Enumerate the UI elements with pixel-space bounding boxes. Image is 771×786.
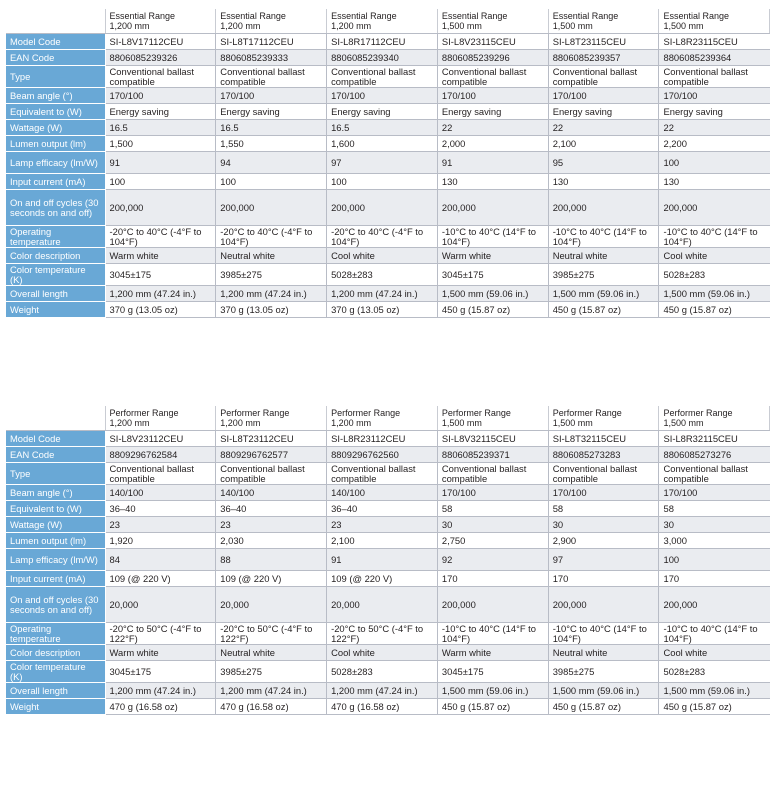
table-cell: 1,500 mm (59.06 in.) — [548, 286, 659, 302]
table-cell: 170 — [548, 571, 659, 587]
table-cell: 130 — [437, 174, 548, 190]
row-label: On and off cycles (30 seconds on and off) — [6, 587, 105, 623]
table-row — [6, 174, 770, 190]
row-label: Input current (mA) — [6, 174, 105, 190]
table-cell: 20,000 — [216, 587, 327, 623]
table-cell: 100 — [105, 174, 216, 190]
table-cell: SI-L8T17112CEU — [216, 34, 327, 50]
column-header-length: 1,500 mm — [663, 417, 704, 428]
table-cell: -20°C to 40°C (-4°F to 104°F) — [216, 226, 327, 248]
row-label: Weight — [6, 302, 105, 318]
table-cell: 92 — [437, 549, 548, 571]
table-cell: 88 — [216, 549, 327, 571]
table-cell: SI-L8T32115CEU — [548, 431, 659, 447]
table-cell: Conventional ballast compatible — [548, 463, 659, 485]
table-cell: 91 — [105, 152, 216, 174]
column-header-range: Performer Range — [109, 408, 179, 418]
row-label: Type — [6, 66, 105, 88]
table-cell: 170/100 — [548, 88, 659, 104]
table-cell: 8806085239371 — [437, 447, 548, 463]
table-cell: 1,500 mm (59.06 in.) — [659, 683, 770, 699]
table-cell: -10°C to 40°C (14°F to 104°F) — [659, 623, 770, 645]
table-row — [6, 104, 770, 120]
table-cell: 200,000 — [327, 190, 438, 226]
table-cell: Conventional ballast compatible — [216, 66, 327, 88]
table-cell: Warm white — [437, 248, 548, 264]
table-cell: Warm white — [105, 248, 216, 264]
table-row — [6, 645, 770, 661]
table-cell: 23 — [105, 517, 216, 533]
table-row — [6, 286, 770, 302]
table-cell: 200,000 — [437, 190, 548, 226]
table-cell: Conventional ballast compatible — [105, 66, 216, 88]
table-cell: Warm white — [105, 645, 216, 661]
table-cell: 450 g (15.87 oz) — [659, 302, 770, 318]
table-cell: 1,200 mm (47.24 in.) — [105, 683, 216, 699]
table-cell: 200,000 — [437, 587, 548, 623]
table-cell: Energy saving — [437, 104, 548, 120]
table-cell: Cool white — [327, 645, 438, 661]
table-cell: Cool white — [327, 248, 438, 264]
table-cell: SI-L8R32115CEU — [659, 431, 770, 447]
table-cell: 36–40 — [105, 501, 216, 517]
table-cell: 100 — [659, 549, 770, 571]
table-cell: Warm white — [437, 645, 548, 661]
table-cell: 1,500 mm (59.06 in.) — [437, 683, 548, 699]
table-cell: 370 g (13.05 oz) — [327, 302, 438, 318]
column-header-length: 1,200 mm — [109, 417, 150, 428]
table-cell: SI-L8R23115CEU — [659, 34, 770, 50]
table-cell: 3045±175 — [437, 264, 548, 286]
table-row — [6, 501, 770, 517]
table-cell: -10°C to 40°C (14°F to 104°F) — [437, 623, 548, 645]
table-cell: -10°C to 40°C (14°F to 104°F) — [548, 226, 659, 248]
header-corner — [6, 406, 105, 431]
column-header — [327, 9, 438, 34]
table-cell: 8806085273276 — [659, 447, 770, 463]
row-label: Model Code — [6, 431, 105, 447]
row-label: Model Code — [6, 34, 105, 50]
table-cell: Conventional ballast compatible — [548, 66, 659, 88]
column-header — [437, 9, 548, 34]
table-cell: Neutral white — [548, 248, 659, 264]
column-header — [216, 9, 327, 34]
table-cell: Energy saving — [327, 104, 438, 120]
table-cell: 97 — [548, 549, 659, 571]
table-cell: 8806085239340 — [327, 50, 438, 66]
column-header — [659, 406, 770, 431]
table-row — [6, 190, 770, 226]
table-cell: 1,500 mm (59.06 in.) — [548, 683, 659, 699]
header-corner — [6, 9, 105, 34]
table-cell: 84 — [105, 549, 216, 571]
row-label: Wattage (W) — [6, 120, 105, 136]
table-cell: Neutral white — [548, 645, 659, 661]
table-cell: 170 — [659, 571, 770, 587]
table-row — [6, 699, 770, 715]
table-cell: 3045±175 — [105, 264, 216, 286]
column-header-range: Essential Range — [331, 11, 397, 21]
column-header-length: 1,500 mm — [441, 417, 482, 428]
table-row — [6, 683, 770, 699]
table-cell: SI-L8V23112CEU — [105, 431, 216, 447]
table-cell: Neutral white — [216, 645, 327, 661]
essential-range-spec-table — [6, 9, 770, 318]
table-cell: 5028±283 — [327, 264, 438, 286]
row-label: Overall length — [6, 683, 105, 699]
table-cell: Conventional ballast compatible — [659, 463, 770, 485]
table-cell: 140/100 — [105, 485, 216, 501]
table-cell: -20°C to 50°C (-4°F to 122°F) — [216, 623, 327, 645]
table-cell: 450 g (15.87 oz) — [437, 302, 548, 318]
table-cell: -10°C to 40°C (14°F to 104°F) — [659, 226, 770, 248]
row-label: Beam angle (°) — [6, 485, 105, 501]
table-cell: 2,030 — [216, 533, 327, 549]
header-row — [6, 9, 770, 34]
table-row — [6, 623, 770, 645]
table-cell: 30 — [437, 517, 548, 533]
column-header — [216, 406, 327, 431]
table-cell: Conventional ballast compatible — [659, 66, 770, 88]
column-header-length: 1,200 mm — [220, 417, 261, 428]
row-label: Lamp efficacy (lm/W) — [6, 152, 105, 174]
table-cell: Cool white — [659, 645, 770, 661]
table-cell: 3985±275 — [548, 661, 659, 683]
column-header-range: Essential Range — [441, 11, 508, 21]
table-cell: SI-L8R17112CEU — [327, 34, 438, 50]
table-cell: 170/100 — [659, 88, 770, 104]
table-cell: 200,000 — [548, 190, 659, 226]
table-cell: 1,550 — [216, 136, 327, 152]
row-label: Operating temperature — [6, 623, 105, 645]
table-cell: SI-L8V32115CEU — [437, 431, 548, 447]
column-header-range: Performer Range — [441, 408, 511, 418]
column-header-length: 1,200 mm — [331, 20, 372, 31]
table-cell: 170/100 — [105, 88, 216, 104]
table-cell: 1,200 mm (47.24 in.) — [105, 286, 216, 302]
row-label: Overall length — [6, 286, 105, 302]
table-cell: SI-L8T23115CEU — [548, 34, 659, 50]
table-row — [6, 34, 770, 50]
row-label: Type — [6, 463, 105, 485]
table-cell: 170/100 — [437, 485, 548, 501]
table-cell: 1,600 — [327, 136, 438, 152]
column-header-length: 1,500 mm — [552, 417, 593, 428]
table-cell: -20°C to 40°C (-4°F to 104°F) — [327, 226, 438, 248]
table-cell: 16.5 — [216, 120, 327, 136]
column-header-length: 1,500 mm — [552, 20, 593, 31]
table-row — [6, 463, 770, 485]
row-label: Color description — [6, 248, 105, 264]
column-header — [105, 406, 216, 431]
column-header-range: Essential Range — [552, 11, 619, 21]
table-cell: 3045±175 — [105, 661, 216, 683]
row-label: Wattage (W) — [6, 517, 105, 533]
table-cell: 370 g (13.05 oz) — [216, 302, 327, 318]
table-cell: 91 — [437, 152, 548, 174]
table-cell: 8806085273283 — [548, 447, 659, 463]
column-header — [659, 9, 770, 34]
table-cell: 170 — [437, 571, 548, 587]
column-header-range: Performer Range — [663, 408, 733, 418]
table-cell: 1,500 mm (59.06 in.) — [659, 286, 770, 302]
table-cell: SI-L8R23112CEU — [327, 431, 438, 447]
row-label: Weight — [6, 699, 105, 715]
table-cell: Conventional ballast compatible — [105, 463, 216, 485]
table-cell: 5028±283 — [327, 661, 438, 683]
table-cell: 1,500 mm (59.06 in.) — [437, 286, 548, 302]
row-label: Operating temperature — [6, 226, 105, 248]
table-cell: 3,000 — [659, 533, 770, 549]
table-row — [6, 136, 770, 152]
table-cell: 450 g (15.87 oz) — [659, 699, 770, 715]
table-row — [6, 66, 770, 88]
column-header-range: Performer Range — [552, 408, 622, 418]
table-cell: Energy saving — [216, 104, 327, 120]
table-row — [6, 587, 770, 623]
table-cell: 1,200 mm (47.24 in.) — [327, 683, 438, 699]
column-header-range: Essential Range — [109, 11, 176, 21]
table-cell: 200,000 — [659, 587, 770, 623]
table-cell: 2,200 — [659, 136, 770, 152]
table-row — [6, 431, 770, 447]
table-cell: 170/100 — [216, 88, 327, 104]
table-cell: 3985±275 — [216, 264, 327, 286]
table-cell: 1,200 mm (47.24 in.) — [216, 683, 327, 699]
table-cell: -10°C to 40°C (14°F to 104°F) — [548, 623, 659, 645]
table-cell: 450 g (15.87 oz) — [548, 302, 659, 318]
table-cell: SI-L8V23115CEU — [437, 34, 548, 50]
row-label: EAN Code — [6, 50, 105, 66]
column-header-range: Performer Range — [331, 408, 401, 418]
row-label: Color temperature (K) — [6, 661, 105, 683]
table-cell: 8809296762560 — [327, 447, 438, 463]
spec-table-body — [6, 406, 770, 715]
table-cell: 97 — [327, 152, 438, 174]
table-cell: 36–40 — [327, 501, 438, 517]
column-header-length: 1,200 mm — [220, 20, 261, 31]
table-row — [6, 447, 770, 463]
column-header — [105, 9, 216, 34]
table-cell: 100 — [659, 152, 770, 174]
table-cell: 200,000 — [548, 587, 659, 623]
table-cell: 58 — [437, 501, 548, 517]
table-cell: Conventional ballast compatible — [327, 463, 438, 485]
table-cell: 170/100 — [548, 485, 659, 501]
table-cell: 5028±283 — [659, 661, 770, 683]
table-cell: 22 — [659, 120, 770, 136]
table-cell: Conventional ballast compatible — [327, 66, 438, 88]
table-cell: 109 (@ 220 V) — [105, 571, 216, 587]
table-cell: Cool white — [659, 248, 770, 264]
table-cell: 200,000 — [216, 190, 327, 226]
column-header-range: Performer Range — [220, 408, 290, 418]
table-cell: 8809296762577 — [216, 447, 327, 463]
row-label: Color description — [6, 645, 105, 661]
table-cell: 470 g (16.58 oz) — [105, 699, 216, 715]
table-row — [6, 248, 770, 264]
table-cell: 470 g (16.58 oz) — [216, 699, 327, 715]
table-cell: 170/100 — [659, 485, 770, 501]
table-cell: 16.5 — [327, 120, 438, 136]
row-label: Lamp efficacy (lm/W) — [6, 549, 105, 571]
table-cell: -20°C to 50°C (-4°F to 122°F) — [327, 623, 438, 645]
table-cell: 109 (@ 220 V) — [216, 571, 327, 587]
table-cell: 23 — [216, 517, 327, 533]
table-cell: -20°C to 40°C (-4°F to 104°F) — [105, 226, 216, 248]
table-cell: 3985±275 — [548, 264, 659, 286]
table-cell: SI-L8T23112CEU — [216, 431, 327, 447]
table-cell: 130 — [548, 174, 659, 190]
table-row — [6, 517, 770, 533]
table-cell: 170/100 — [327, 88, 438, 104]
table-cell: 1,500 — [105, 136, 216, 152]
table-row — [6, 50, 770, 66]
table-cell: 2,100 — [327, 533, 438, 549]
table-cell: 140/100 — [327, 485, 438, 501]
column-header — [548, 9, 659, 34]
table-cell: 1,920 — [105, 533, 216, 549]
table-cell: 100 — [216, 174, 327, 190]
table-cell: 20,000 — [105, 587, 216, 623]
table-row — [6, 661, 770, 683]
table-cell: 8806085239333 — [216, 50, 327, 66]
table-cell: 58 — [548, 501, 659, 517]
table-cell: 2,100 — [548, 136, 659, 152]
table-cell: 140/100 — [216, 485, 327, 501]
table-row — [6, 302, 770, 318]
table-cell: 8809296762584 — [105, 447, 216, 463]
table-cell: 8806085239364 — [659, 50, 770, 66]
table-row — [6, 88, 770, 104]
table-cell: Energy saving — [105, 104, 216, 120]
table-cell: 170/100 — [437, 88, 548, 104]
table-cell: SI-L8V17112CEU — [105, 34, 216, 50]
table-cell: 370 g (13.05 oz) — [105, 302, 216, 318]
column-header-length: 1,200 mm — [109, 20, 150, 31]
row-label: Lumen output (lm) — [6, 533, 105, 549]
table-row — [6, 549, 770, 571]
table-cell: 1,200 mm (47.24 in.) — [216, 286, 327, 302]
table-cell: 5028±283 — [659, 264, 770, 286]
table-row — [6, 533, 770, 549]
table-cell: 20,000 — [327, 587, 438, 623]
table-cell: 30 — [548, 517, 659, 533]
table-cell: 470 g (16.58 oz) — [327, 699, 438, 715]
table-cell: 91 — [327, 549, 438, 571]
table-cell: 2,750 — [437, 533, 548, 549]
column-header-length: 1,200 mm — [331, 417, 372, 428]
table-cell: Energy saving — [548, 104, 659, 120]
table-cell: Conventional ballast compatible — [216, 463, 327, 485]
table-row — [6, 264, 770, 286]
table-cell: 3985±275 — [216, 661, 327, 683]
table-cell: Conventional ballast compatible — [437, 463, 548, 485]
table-cell: 450 g (15.87 oz) — [437, 699, 548, 715]
table-cell: 2,000 — [437, 136, 548, 152]
table-cell: 94 — [216, 152, 327, 174]
row-label: On and off cycles (30 seconds on and off) — [6, 190, 105, 226]
table-cell: 450 g (15.87 oz) — [548, 699, 659, 715]
performer-range-spec-table — [6, 406, 770, 715]
table-row — [6, 571, 770, 587]
table-cell: Energy saving — [659, 104, 770, 120]
column-header — [327, 406, 438, 431]
table-row — [6, 485, 770, 501]
table-cell: 109 (@ 220 V) — [327, 571, 438, 587]
table-cell: Neutral white — [216, 248, 327, 264]
table-row — [6, 152, 770, 174]
table-cell: 30 — [659, 517, 770, 533]
table-cell: 36–40 — [216, 501, 327, 517]
column-header-length: 1,500 mm — [441, 20, 482, 31]
spec-table-body — [6, 9, 770, 318]
table-cell: 22 — [437, 120, 548, 136]
table-cell: 8806085239326 — [105, 50, 216, 66]
table-cell: 3045±175 — [437, 661, 548, 683]
table-cell: 8806085239296 — [437, 50, 548, 66]
row-label: Input current (mA) — [6, 571, 105, 587]
table-cell: 100 — [327, 174, 438, 190]
table-cell: -10°C to 40°C (14°F to 104°F) — [437, 226, 548, 248]
row-label: Beam angle (°) — [6, 88, 105, 104]
table-cell: 130 — [659, 174, 770, 190]
table-cell: 200,000 — [105, 190, 216, 226]
table-cell: 8806085239357 — [548, 50, 659, 66]
table-cell: 200,000 — [659, 190, 770, 226]
header-row — [6, 406, 770, 431]
table-cell: Conventional ballast compatible — [437, 66, 548, 88]
table-cell: 23 — [327, 517, 438, 533]
column-header — [548, 406, 659, 431]
column-header — [437, 406, 548, 431]
table-cell: 95 — [548, 152, 659, 174]
column-header-range: Essential Range — [220, 11, 286, 21]
row-label: EAN Code — [6, 447, 105, 463]
table-row — [6, 120, 770, 136]
table-cell: 16.5 — [105, 120, 216, 136]
table-cell: -20°C to 50°C (-4°F to 122°F) — [105, 623, 216, 645]
table-row — [6, 226, 770, 248]
column-header-length: 1,500 mm — [663, 20, 704, 31]
row-label: Equivalent to (W) — [6, 104, 105, 120]
table-cell: 58 — [659, 501, 770, 517]
table-cell: 1,200 mm (47.24 in.) — [327, 286, 438, 302]
row-label: Lumen output (lm) — [6, 136, 105, 152]
row-label: Color temperature (K) — [6, 264, 105, 286]
column-header-range: Essential Range — [663, 11, 730, 21]
table-cell: 2,900 — [548, 533, 659, 549]
row-label: Equivalent to (W) — [6, 501, 105, 517]
table-cell: 22 — [548, 120, 659, 136]
